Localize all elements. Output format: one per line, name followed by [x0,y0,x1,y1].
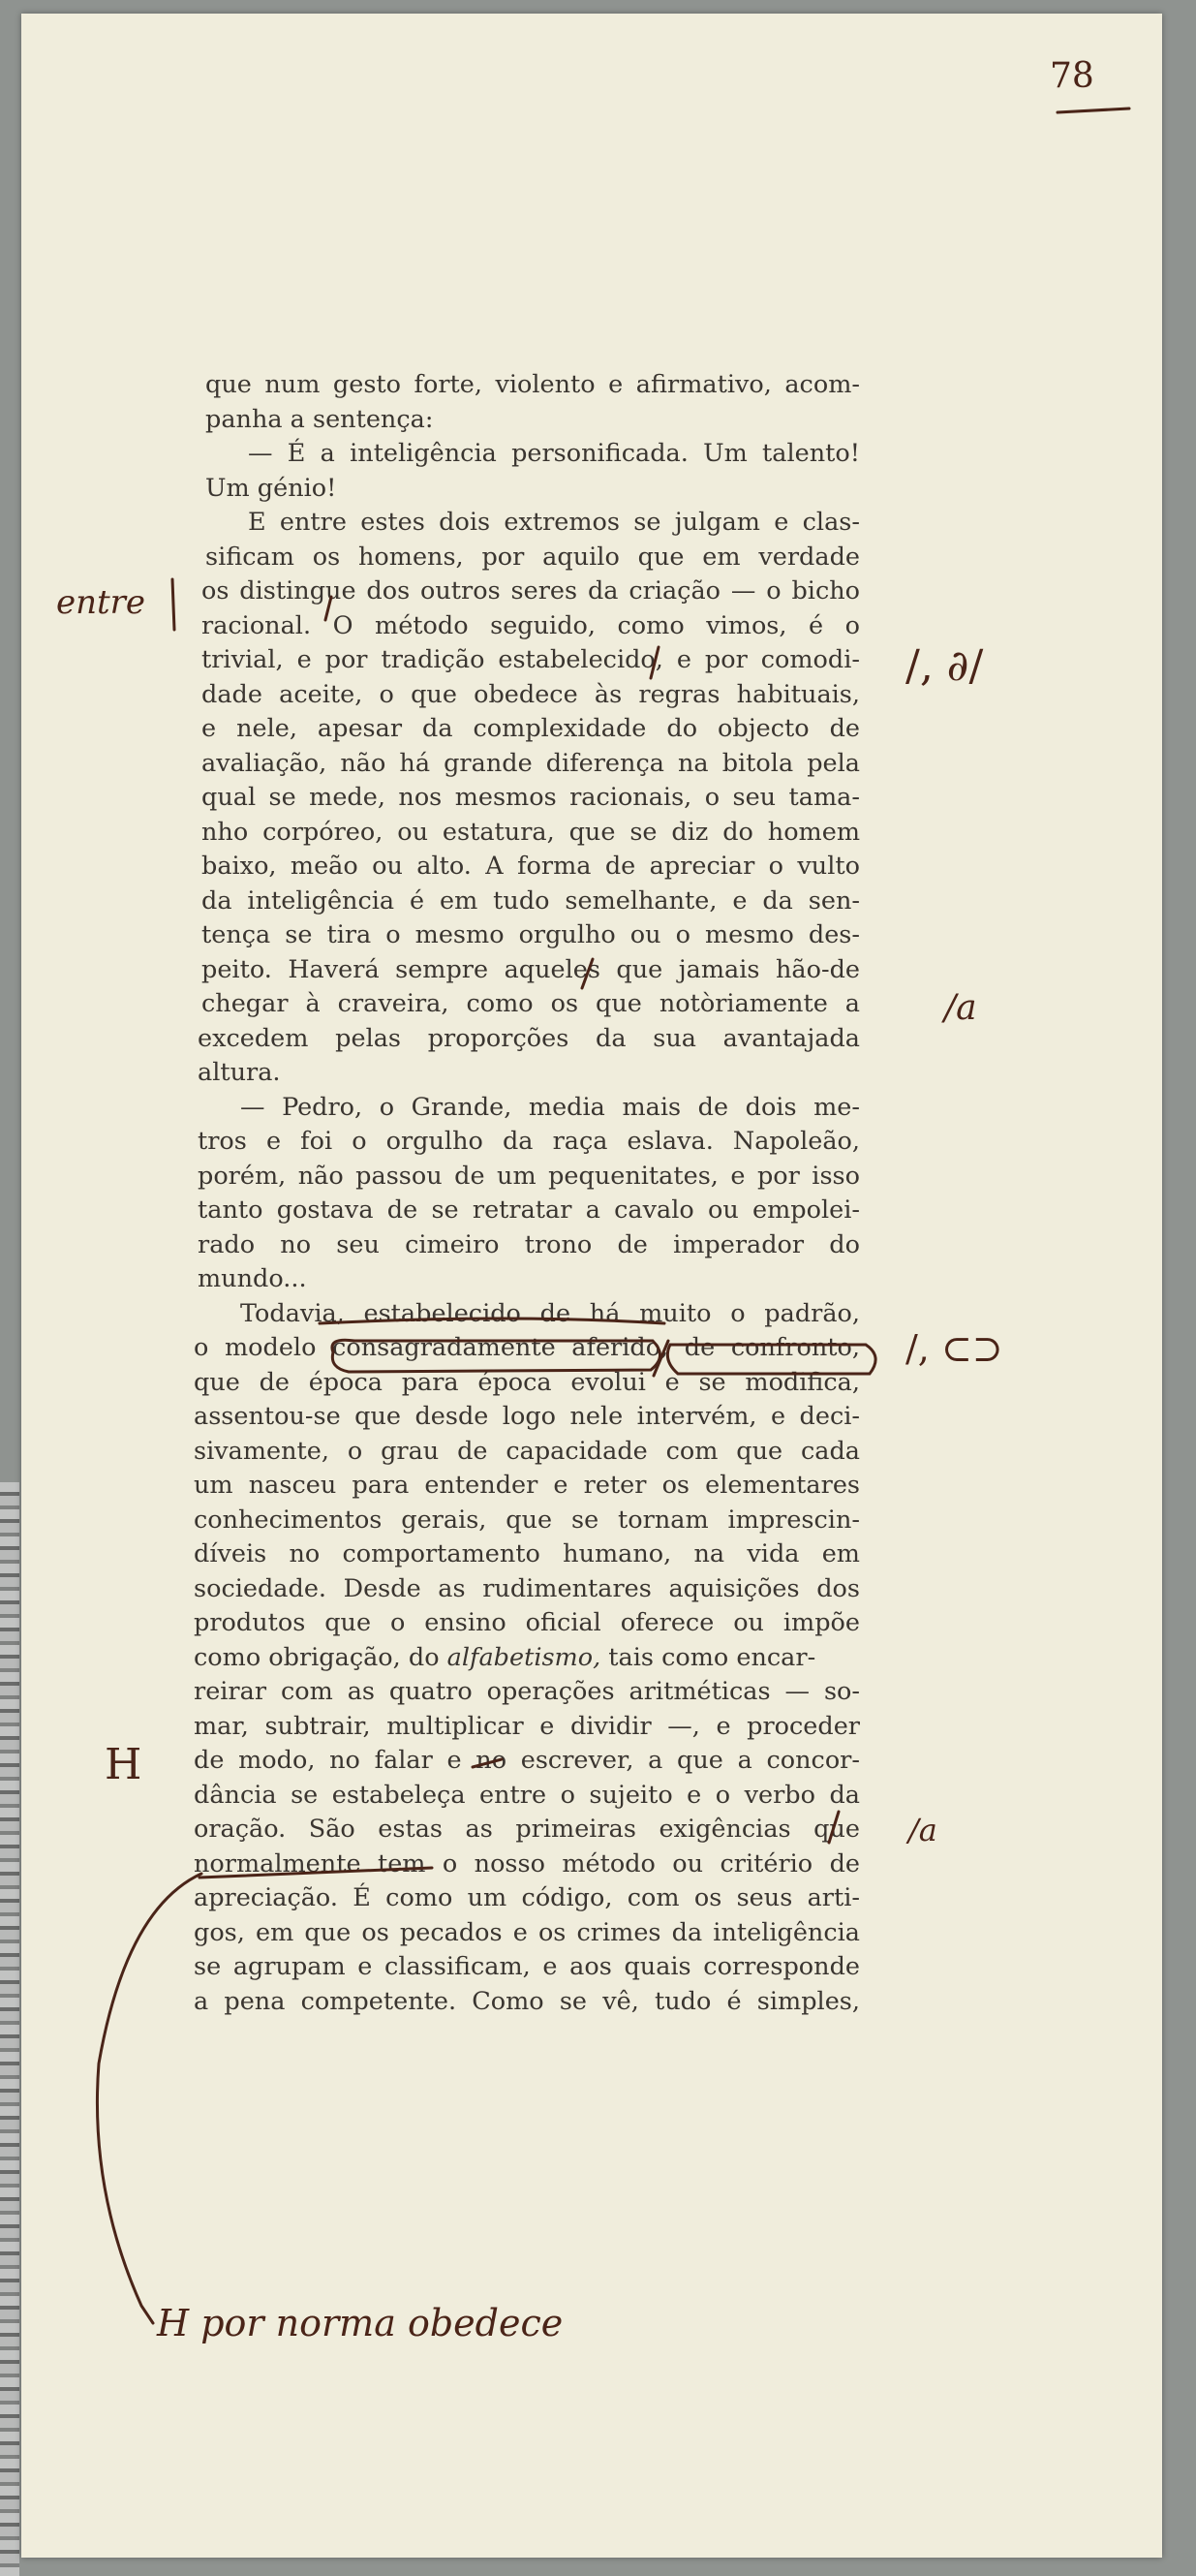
text-line: — Pedro, o Grande, media mais de dois me- [240,1092,860,1122]
text-line: de modo, no falar e no escrever, a que a concor- [194,1746,860,1775]
text-span: como obrigação, do [194,1642,447,1672]
text-line: E entre estes dois extremos se julgam e clas- [248,508,860,537]
text-line: racional. O método seguido, como vimos, é o [201,610,860,640]
text-line: apreciação. É como um código, com os seus arti- [194,1883,860,1912]
text-line: a pena competente. Como se vê, tudo é simples, [194,1986,860,2016]
margin-note-entre: entre [56,583,146,622]
text-line: trivial, e por tradição estabelecido, e por comodi- [201,645,860,674]
insertion-stroke [829,1812,839,1843]
text-line: tros e foi o orgulho da raça eslava. Napoleão, [198,1127,860,1156]
text-span: tais como encar- [600,1642,816,1672]
text-line: — É a inteligência personificada. Um talento! [248,439,860,468]
text-line: mundo... [198,1264,307,1293]
text-line: baixo, meão ou alto. A forma de apreciar o vulto [201,852,860,881]
text-line: tanto gostava de se retratar a cavalo ou empolei- [198,1195,860,1225]
text-line: o modelo consagradamente aferido, de confronto, [194,1333,860,1362]
text-line: altura. [198,1058,281,1087]
strikethrough [473,1759,502,1767]
insertion-guide-line [97,1874,201,2323]
text-line: que de época para época evolui e se modifica, [194,1367,860,1397]
text-line: se agrupam e classificam, e aos quais corresponde [194,1952,860,1981]
text-line: um nasceu para entender e reter os elementares [194,1471,860,1500]
text-line: rado no seu cimeiro trono de imperador do [198,1229,860,1259]
text-line: produtos que o ensino oficial oferece ou impõe [194,1608,860,1637]
text-line: avaliação, não há grande diferença na bitola pela [201,748,860,778]
text-line: reirar com as quatro operações aritméticas — so- [194,1677,860,1706]
text-line: chegar à craveira, como os que notòriamente a [201,989,860,1018]
insertion-note: H por norma obedece [157,2302,564,2344]
underline [320,1319,664,1323]
text-line: nho corpóreo, ou estatura, que se diz do homem [201,817,860,847]
italic-word: alfabetismo, [446,1642,601,1672]
text-line: Todavia, estabelecido de há muito o padrão, [240,1298,860,1328]
text-line: dância se estabeleça entre o sujeito e o verbo da [194,1780,860,1810]
text-line: sociedade. Desde as rudimentares aquisições dos [194,1573,860,1603]
margin-note-h: H [105,1740,142,1789]
text-line: e nele, apesar da complexidade do objecto de [201,714,860,743]
word-circle [667,1345,875,1374]
page-number-underline [1058,109,1129,112]
margin-note-delete: /, ∂/ [905,641,984,691]
text-line: dade aceite, o que obedece às regras habituais, [201,679,860,709]
text-line: díveis no comportamento humano, na vida em [194,1539,860,1568]
text-line: assentou-se que desde logo nele intervém, e deci- [194,1402,860,1431]
text-line: oração. São estas as primeiras exigências que [194,1815,860,1844]
text-line: conhecimentos gerais, que se tornam imprescin- [194,1505,860,1535]
margin-note-la-2: /a [908,1812,937,1848]
deletion-slash [582,959,593,988]
text-line: peito. Haverá sempre aqueles que jamais hão-de [201,954,860,984]
strikethrough [199,1868,432,1878]
text-line: sivamente, o grau de capacidade com que cada [194,1436,860,1466]
text-line: mar, subtrair, multiplicar e dividir —, e proceder [194,1711,860,1741]
deletion-slash [651,647,659,678]
page-number: 78 [1050,56,1094,96]
margin-bar-mark [172,579,174,630]
margin-note-la: /a [944,988,977,1028]
text-line: Um génio! [205,473,337,503]
text-line: que num gesto forte, violento e afirmativo, acom- [205,370,860,399]
text-line: qual se mede, nos mesmos racionais, o seu tama- [201,783,860,812]
insertion-stroke [325,597,331,620]
text-line: da inteligência é em tudo semelhante, e da sen- [201,885,860,916]
text-line: sificam os homens, por aquilo que em verdade [205,542,860,572]
margin-note-ligature: /, ⊂⊃ [905,1327,1003,1370]
word-circle [332,1340,660,1372]
text-line: normalmente tem o nosso método ou critério de [194,1848,860,1878]
text-line: tença se tira o mesmo orgulho ou o mesmo des- [201,920,860,949]
text-line: excedem pelas proporções da sua avantajada [198,1023,860,1053]
text-line: os distingue dos outros seres da criação — o bicho [201,576,860,605]
text-line: panha a sentença: [205,404,434,434]
text-line: gos, em que os pecados e os crimes da inteligência [194,1917,860,1947]
text-line: porém, não passou de um pequenitates, e por isso [198,1161,860,1191]
